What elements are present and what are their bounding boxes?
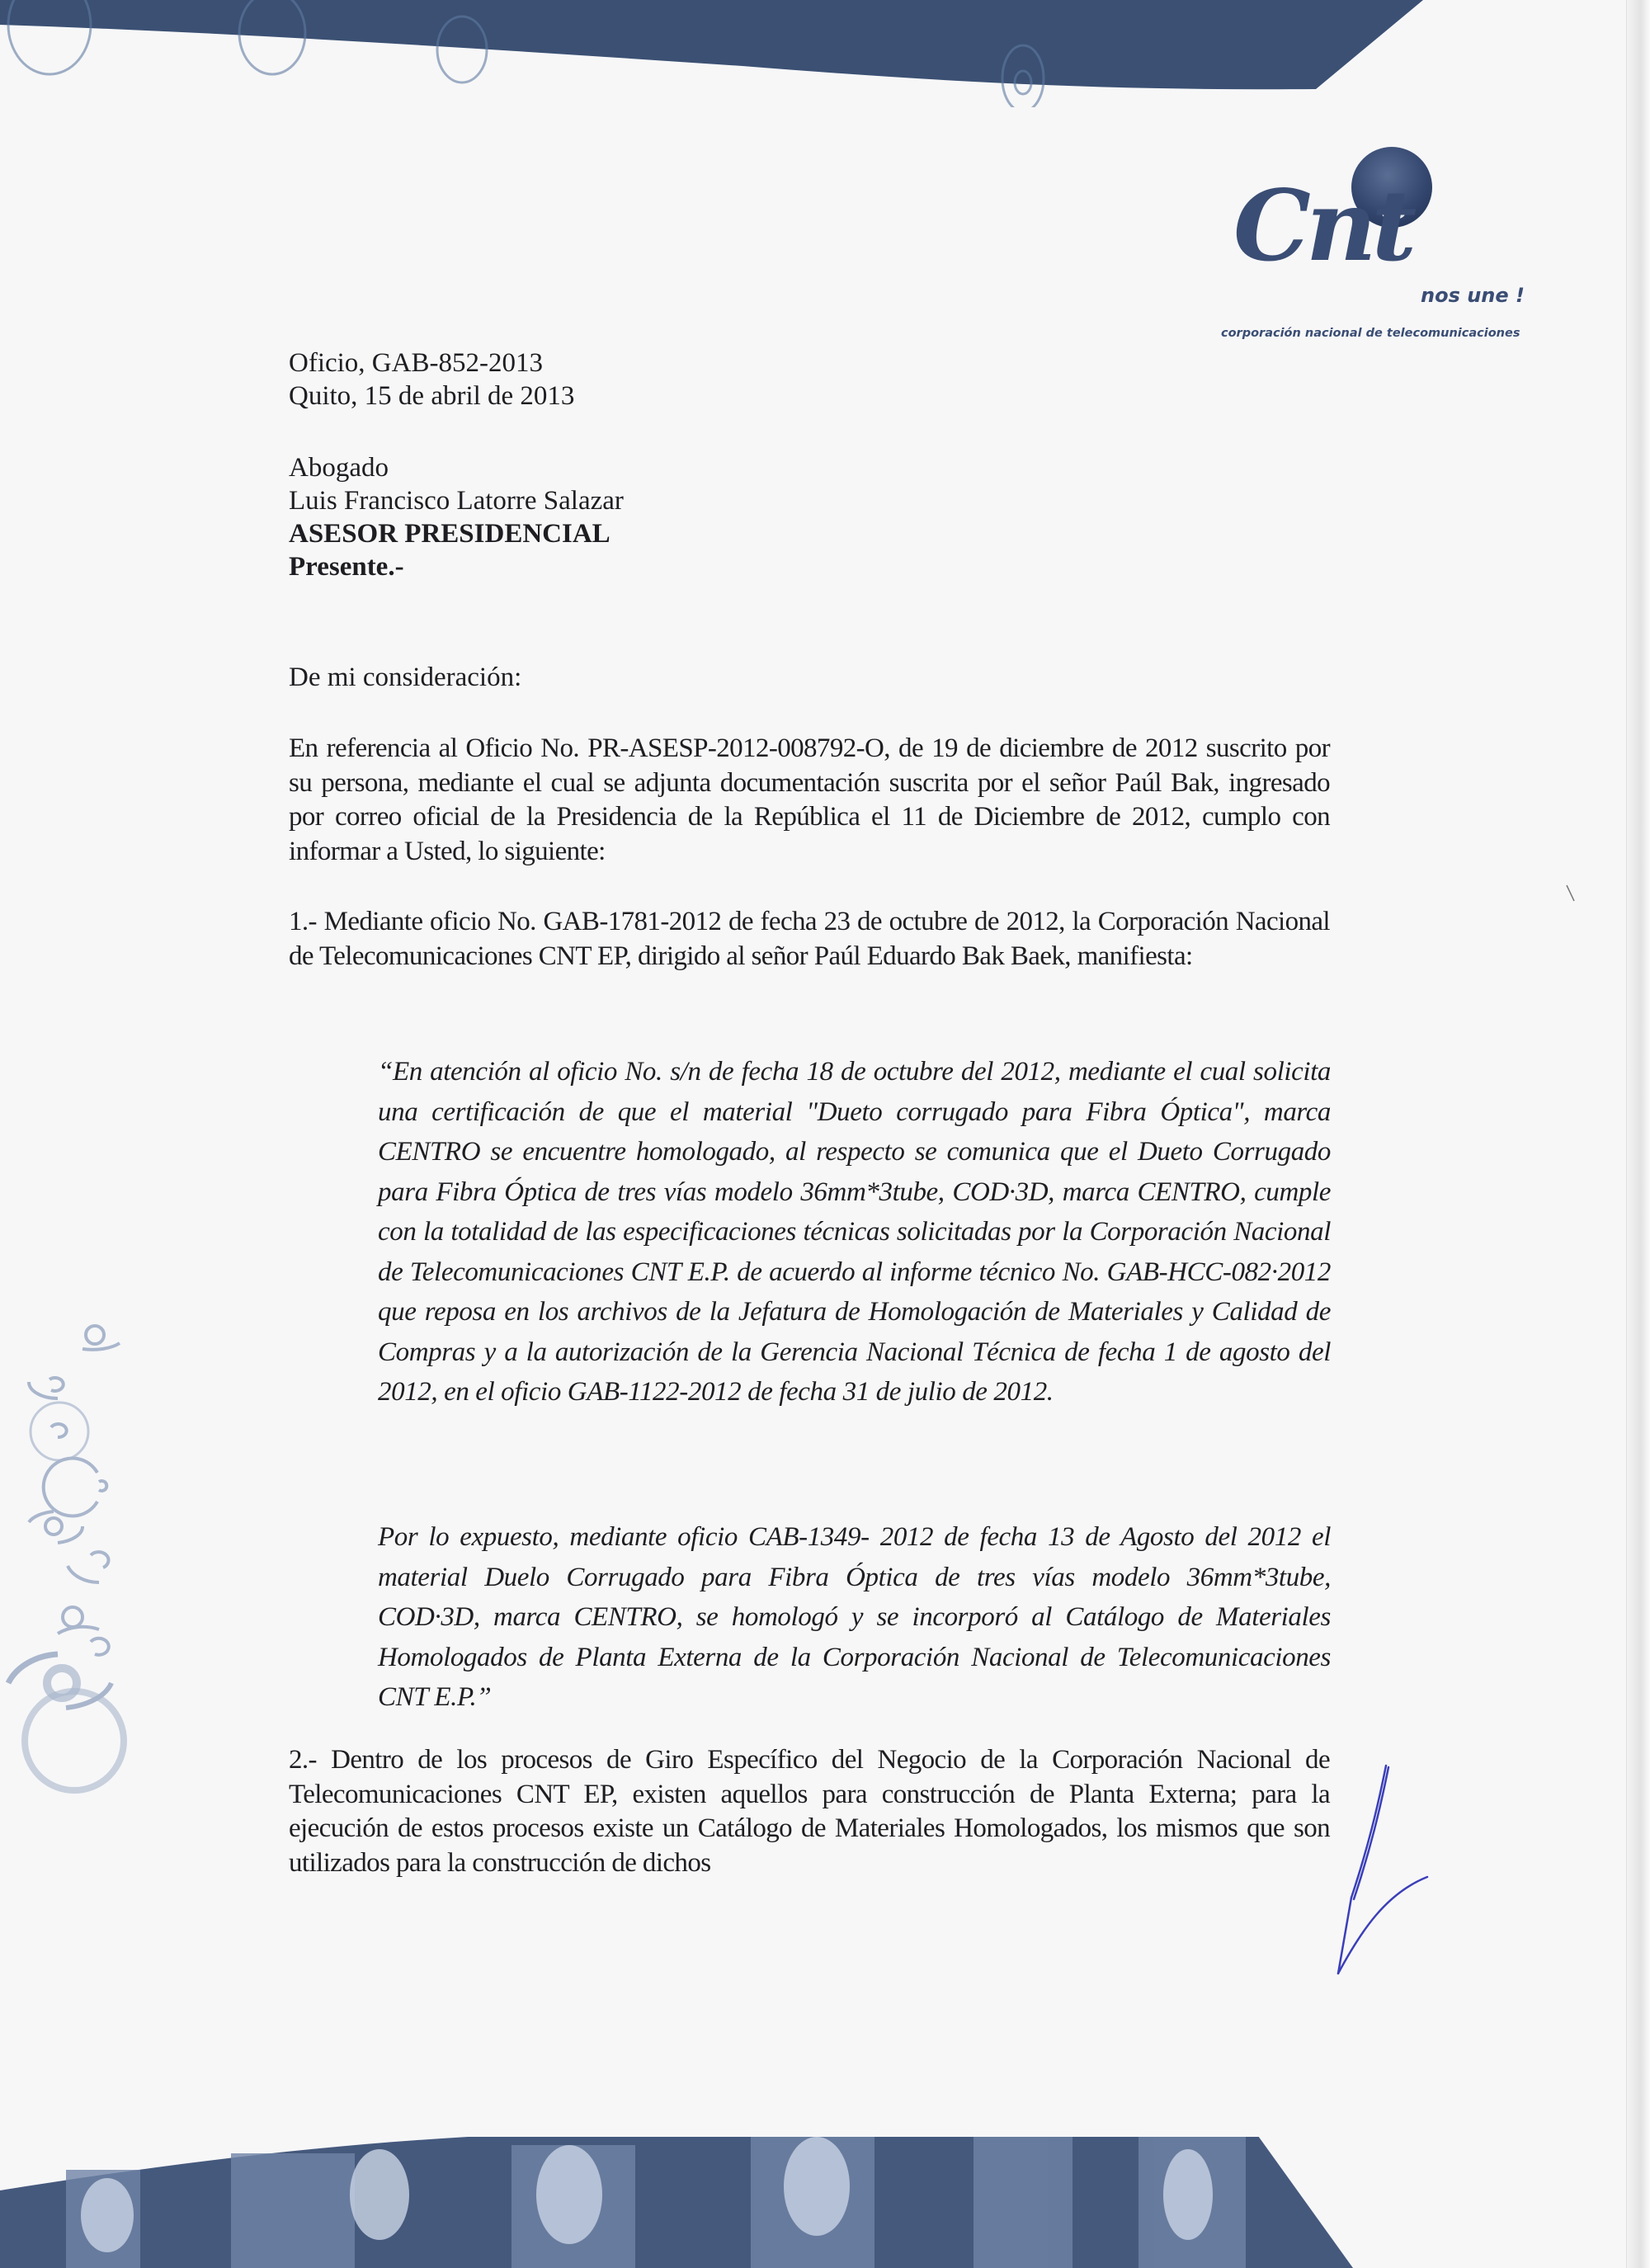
margin-circle-ornaments	[0, 1320, 165, 2145]
point-2-paragraph: 2.- Dentro de los procesos de Giro Específico del Negocio de la Corporación Nacional de Telecomunicaciones CNT EP, existen aquellos para construcción de Planta Externa; para la ejecución de estos procesos existe un Catálogo de Materiales Homologados, los mismos que son utilizados para la construcción de dichos	[289, 1745, 1330, 1878]
recipient-presente: Presente.-	[289, 552, 404, 582]
footer-photo-strip	[0, 2137, 1650, 2268]
letterhead-header-band	[0, 0, 1650, 107]
reference-number: Oficio, GAB-852-2013	[289, 348, 543, 378]
letter-header	[289, 347, 574, 413]
recipient-title: Abogado	[289, 453, 389, 483]
scanned-page-edge	[1626, 0, 1650, 2268]
quoted-paragraph-1: “En atención al oficio No. s/n de fecha 18 de octubre del 2012, mediante el cual solicita una certificación de que el material "Dueto corrugado para Fibra Óptica", marca CENTRO se encuentre homologado, al respecto se comunica que el Dueto Corrugado para Fibra Óptica de tres vías modelo 36mm*3tube, COD·3D, marca CENTRO, cumple con la totalidad de las especificaciones técnicas solicitadas por la Corporación Nacional de Telecomunicaciones CNT E.P. de acuerdo al informe técnico No. GAB-HCC-082·2012 que reposa en los archivos de la Jefatura de Homologación de Materiales y Calidad de Compras y a la autorización de la Gerencia Nacional Técnica de fecha 1 de agosto del 2012, en el oficio GAB-1122-2012 de fecha 31 de julio de 2012.	[378, 1057, 1331, 1407]
initial-signature-mark	[1270, 1757, 1436, 2005]
logo-org-name: corporación nacional de telecomunicaciones	[1221, 327, 1520, 340]
intro-paragraph: En referencia al Oficio No. PR-ASESP-2012-008792-O, de 19 de diciembre de 2012 suscrito por su persona, mediante el cual se adjunta documentación suscrita por el señor Paúl Bak, ingresado por correo oficial de la Presidencia de la República el 11 de Diciembre de 2012, cumplo con informar a Usted, lo siguiente:	[289, 733, 1330, 866]
salutation: De mi consideración:	[289, 662, 522, 692]
recipient-name: Luis Francisco Latorre Salazar	[289, 486, 624, 516]
quoted-paragraph-2: Por lo expuesto, mediante oficio CAB-1349- 2012 de fecha 13 de Agosto del 2012 el material Duelo Corrugado para Fibra Óptica de tres vías modelo 36mm*3tube, COD·3D, marca CENTRO, se homologó y se incorporó al Catálogo de Materiales Homologados de Planta Externa de la Corporación Nacional de Telecomunicaciones CNT E.P.”	[378, 1522, 1331, 1712]
logo-wordmark: Cnt	[1233, 168, 1412, 283]
place-date: Quito, 15 de abril de 2013	[289, 381, 575, 411]
recipient-block	[289, 451, 624, 583]
logo-slogan: nos une !	[1421, 284, 1525, 307]
recipient-position: ASESOR PRESIDENCIAL	[289, 519, 610, 549]
point-1-paragraph: 1.- Mediante oficio No. GAB-1781-2012 de fecha 23 de octubre de 2012, la Corporación Nacional de Telecomunicaciones CNT EP, dirigido al señor Paúl Eduardo Bak Baek, manifiesta:	[289, 907, 1330, 971]
stray-scan-mark	[1566, 884, 1576, 903]
